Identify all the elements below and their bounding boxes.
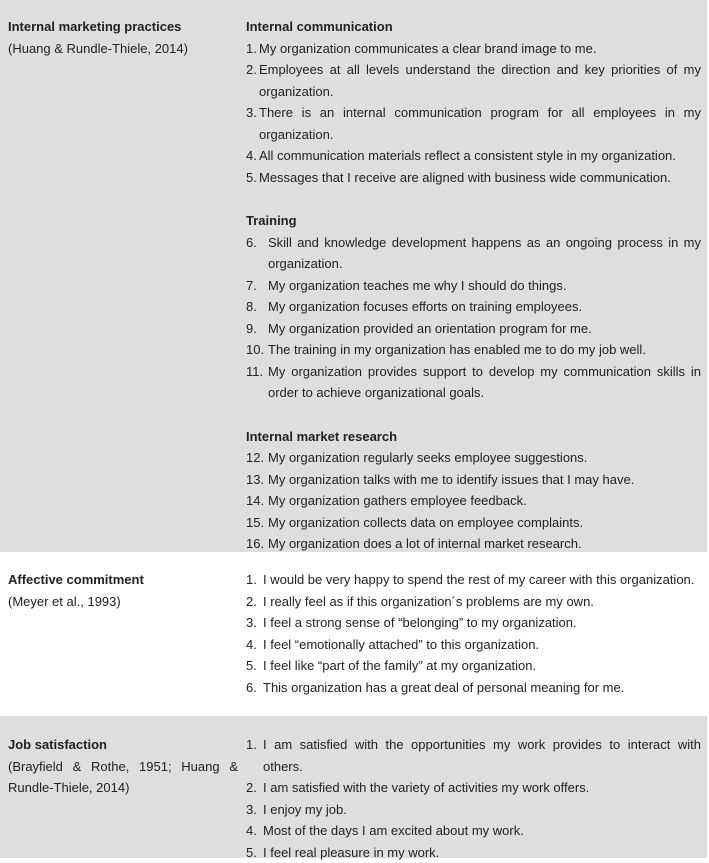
- item-text: There is an internal communication program for all employees in my organization.: [259, 102, 701, 145]
- list-item: [246, 167, 701, 189]
- item-text: I am satisfied with the variety of activities my work offers.: [263, 777, 701, 799]
- list-item: [246, 232, 701, 275]
- item-text: My organization teaches me why I should do things.: [268, 275, 701, 297]
- item-number: 3.: [246, 799, 263, 821]
- table-row-affective-commitment: [0, 552, 707, 716]
- variable-cell: [8, 16, 238, 59]
- variable-name: Internal marketing practices: [8, 16, 238, 38]
- variable-name: Affective commitment: [8, 569, 238, 591]
- item-number: 1.: [246, 734, 263, 777]
- variable-reference: (Huang & Rundle-Thiele, 2014): [8, 38, 238, 60]
- item-text: Messages that I receive are aligned with business wide communication.: [259, 167, 701, 189]
- section-title: Training: [246, 210, 701, 232]
- item-number: 2.: [246, 59, 259, 102]
- item-number: 10.: [246, 339, 268, 361]
- table-row-job-satisfaction: [0, 716, 707, 858]
- variable-name: Job satisfaction: [8, 734, 238, 756]
- item-number: 6.: [246, 232, 268, 275]
- item-text: My organization focuses efforts on training employees.: [268, 296, 701, 318]
- item-number: 4.: [246, 634, 263, 656]
- item-number: 7.: [246, 275, 268, 297]
- item-text: My organization collects data on employee complaints.: [268, 512, 701, 534]
- item-text: I feel a strong sense of “belonging” to my organization.: [263, 612, 701, 634]
- list-item: [246, 820, 701, 842]
- list-item: [246, 634, 701, 656]
- list-item: [246, 296, 701, 318]
- item-number: 15.: [246, 512, 268, 534]
- item-number: 5.: [246, 167, 259, 189]
- item-number: 2.: [246, 777, 263, 799]
- item-text: I feel real pleasure in my work.: [263, 842, 701, 863]
- item-text: I would be very happy to spend the rest of my career with this organization.: [263, 569, 701, 591]
- list-item: [246, 655, 701, 677]
- item-number: 12.: [246, 447, 268, 469]
- item-number: 1.: [246, 569, 263, 591]
- list-item: [246, 799, 701, 821]
- item-text: The training in my organization has enabled me to do my job well.: [268, 339, 701, 361]
- list-item: [246, 469, 701, 491]
- list-item: [246, 447, 701, 469]
- item-number: 9.: [246, 318, 268, 340]
- variable-reference: (Brayfield & Rothe, 1951; Huang & Rundle-Thiele, 2014): [8, 756, 238, 799]
- item-text: My organization regularly seeks employee suggestions.: [268, 447, 701, 469]
- list-item: [246, 612, 701, 634]
- item-number: 14.: [246, 490, 268, 512]
- list-item: [246, 318, 701, 340]
- variable-reference: (Meyer et al., 1993): [8, 591, 238, 613]
- item-text: Most of the days I am excited about my work.: [263, 820, 701, 842]
- item-number: 13.: [246, 469, 268, 491]
- variable-cell: [8, 569, 238, 612]
- variable-cell: [8, 734, 238, 799]
- item-text: I really feel as if this organization´s problems are my own.: [263, 591, 701, 613]
- item-number: 16.: [246, 533, 268, 555]
- items-cell: [246, 569, 701, 698]
- list-item: [246, 102, 701, 145]
- item-text: My organization provides support to develop my communication skills in order to achieve organizational goals.: [268, 361, 701, 404]
- section-title: Internal communication: [246, 16, 701, 38]
- list-item: [246, 512, 701, 534]
- list-item: [246, 38, 701, 60]
- list-item: [246, 275, 701, 297]
- list-item: [246, 490, 701, 512]
- list-item: [246, 361, 701, 404]
- list-item: [246, 842, 701, 863]
- item-text: This organization has a great deal of personal meaning for me.: [263, 677, 701, 699]
- item-text: Skill and knowledge development happens as an ongoing process in my organization.: [268, 232, 701, 275]
- item-text: My organization communicates a clear brand image to me.: [259, 38, 701, 60]
- list-item: [246, 59, 701, 102]
- item-number: 1.: [246, 38, 259, 60]
- item-number: 4.: [246, 820, 263, 842]
- item-text: Employees at all levels understand the direction and key priorities of my organization.: [259, 59, 701, 102]
- item-text: I feel like “part of the family” at my organization.: [263, 655, 701, 677]
- item-text: My organization does a lot of internal market research.: [268, 533, 701, 555]
- item-text: My organization provided an orientation program for me.: [268, 318, 701, 340]
- item-number: 3.: [246, 102, 259, 145]
- item-text: My organization talks with me to identify issues that I may have.: [268, 469, 701, 491]
- list-item: [246, 734, 701, 777]
- list-item: [246, 339, 701, 361]
- item-number: 2.: [246, 591, 263, 613]
- item-text: I feel “emotionally attached” to this organization.: [263, 634, 701, 656]
- item-text: I enjoy my job.: [263, 799, 701, 821]
- item-number: 5.: [246, 842, 263, 863]
- section-title: Internal market research: [246, 426, 701, 448]
- list-item: [246, 677, 701, 699]
- item-number: 8.: [246, 296, 268, 318]
- item-number: 6.: [246, 677, 263, 699]
- items-cell: [246, 734, 701, 863]
- list-item: [246, 569, 701, 591]
- item-text: All communication materials reflect a consistent style in my organization.: [259, 145, 701, 167]
- item-number: 5.: [246, 655, 263, 677]
- list-item: [246, 591, 701, 613]
- item-number: 4.: [246, 145, 259, 167]
- item-number: 3.: [246, 612, 263, 634]
- item-text: I am satisfied with the opportunities my work provides to interact with others.: [263, 734, 701, 777]
- list-item: [246, 145, 701, 167]
- items-cell: [246, 16, 701, 555]
- item-number: 11.: [246, 361, 268, 404]
- list-item: [246, 777, 701, 799]
- item-text: My organization gathers employee feedback.: [268, 490, 701, 512]
